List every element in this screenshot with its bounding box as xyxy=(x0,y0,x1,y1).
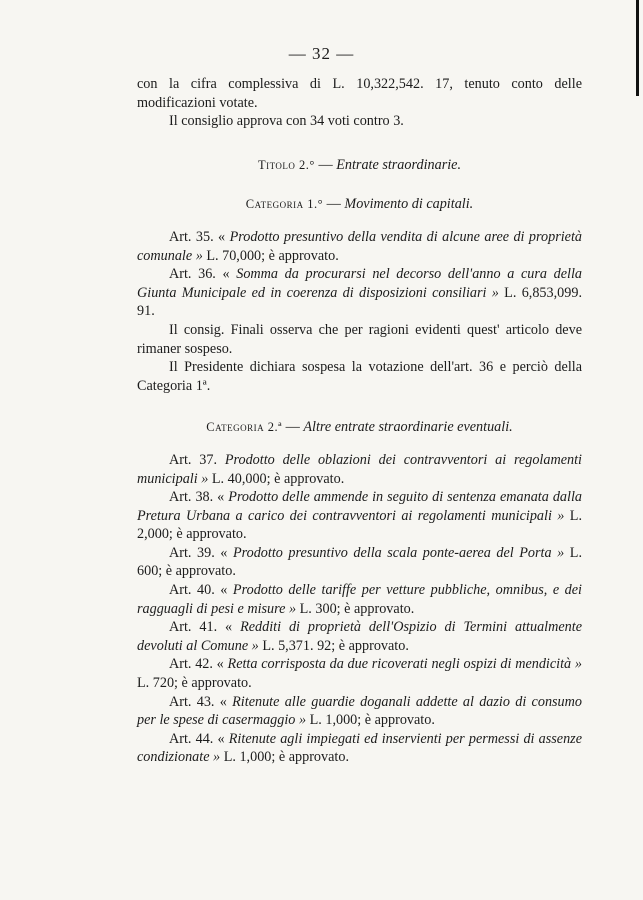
page-body xyxy=(137,75,582,767)
titolo-heading: Titolo 2.° — Entrate straordinarie. xyxy=(257,156,462,173)
intro-paragraph: con la cifra complessiva di L. 10,322,542. 17, tenuto conto delle modificazioni votate. xyxy=(137,76,582,111)
article-38: Art. 38. « Prodotto delle ammende in seguito di sentenza emanata dalla Pretura Urbana a carico dei contravventori ai regolamenti municipali » L. 2,000; è approvato. xyxy=(137,489,583,543)
categoria-2-heading: Categoria 2.ª — Altre entrate straordinarie eventuali. xyxy=(206,419,513,436)
page-number: — 32 — xyxy=(288,44,355,63)
article-35: Art. 35. « Prodotto presuntivo della vendita di alcune aree di proprietà comunale » L. 70,000; è approvato. xyxy=(137,228,582,264)
article-40: Art. 40. « Prodotto delle tariffe per vetture pubbliche, omnibus, e dei ragguagli di pesi e misure » L. 300; è approvato. xyxy=(137,582,582,617)
article-42: Art. 42. « Retta corrisposta da due ricoverati negli ospizi di mendicità » L. 720; è approvato. xyxy=(137,656,582,692)
finali-note: Il consig. Finali osserva che per ragioni evidenti quest' articolo deve rimaner sospeso. xyxy=(137,321,582,357)
president-note: Il Presidente dichiara sospesa la votazione dell'art. 36 e perciò della Categoria 1ª. xyxy=(137,359,582,394)
categoria-1-heading: Categoria 1.° — Movimento di capitali. xyxy=(245,196,474,213)
article-41: Art. 41. « Redditi di proprietà dell'Ospizio di Termini attualmente devoluti al Comune » L. 5,371. 92; è approvato. xyxy=(137,619,582,654)
article-37: Art. 37. Prodotto delle oblazioni dei contravventori ai regolamenti municipali » L. 40,000; è approvato. xyxy=(137,451,582,487)
article-44: Art. 44. « Ritenute agli impiegati ed inservienti per permessi di assenze condizionate » L. 1,000; è approvato. xyxy=(137,730,582,766)
article-36: Art. 36. « Somma da procurarsi nel decorso dell'anno a cura della Giunta Municipale ed in coerenza di disposizioni consiliari » L. 6,853,099. 91. xyxy=(137,266,582,320)
article-43: Art. 43. « Ritenute alle guardie doganali addette al dazio di consumo per le spese di casermaggio » L. 1,000; è approvato. xyxy=(137,693,582,729)
approval-note: Il consiglio approva con 34 voti contro 3. xyxy=(169,113,404,130)
article-39: Art. 39. « Prodotto presuntivo della scala ponte-aerea del Porta » L. 600; è approvato. xyxy=(137,544,582,580)
